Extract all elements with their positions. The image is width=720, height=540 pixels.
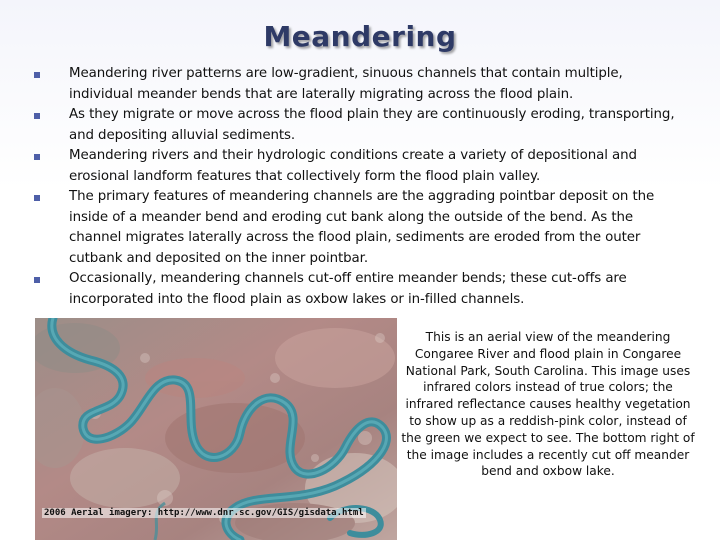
bullet-text: Occasionally, meandering channels cut-off entire meander bends; these cut-offs are incorporated into the flood plain as oxbow lakes or in-filled channels. (69, 271, 627, 307)
square-bullet-icon (34, 113, 40, 119)
bullet-item (34, 269, 684, 310)
bullet-text: Meandering rivers and their hydrologic conditions create a variety of depositional and erosional landform features that collectively form the flood plain valley. (69, 148, 637, 184)
bullet-item (34, 105, 684, 146)
square-bullet-icon (34, 72, 40, 78)
bullet-item (34, 187, 684, 269)
bullet-text: The primary features of meandering channels are the aggrading pointbar deposit on the inside of a meander bend and eroding cut bank along the outside of the bend. As the channel migrates laterally across the flood plain, sediments are eroded from the outer cutbank and deposited on the inner pointbar. (69, 189, 655, 266)
square-bullet-icon (34, 195, 40, 201)
square-bullet-icon (34, 277, 40, 283)
bullet-list (34, 64, 684, 310)
photo-credit: 2006 Aerial imagery: http://www.dnr.sc.gov/GIS/gisdata.html (44, 508, 364, 518)
aerial-river-photo (35, 318, 397, 540)
slide-title: Meandering (263, 20, 457, 53)
aerial-river-illustration (35, 318, 397, 540)
bullet-item (34, 146, 684, 187)
bullet-text: As they migrate or move across the flood plain they are continuously eroding, transporting, and depositing alluvial sediments. (69, 107, 675, 143)
bullet-text: Meandering river patterns are low-gradient, sinuous channels that contain multiple, individual meander bends that are laterally migrating across the flood plain. (69, 66, 623, 102)
photo-caption: This is an aerial view of the meandering Congaree River and flood plain in Congaree National Park, South Carolina. This image uses infrared colors instead of true colors; the infrared reflectance causes healthy vegetation to show up as a reddish-pink color, instead of the green we expect to see. The bottom right of the image includes a recently cut off meander bend and oxbow lake. (401, 330, 695, 479)
bullet-item (34, 64, 684, 105)
square-bullet-icon (34, 154, 40, 160)
